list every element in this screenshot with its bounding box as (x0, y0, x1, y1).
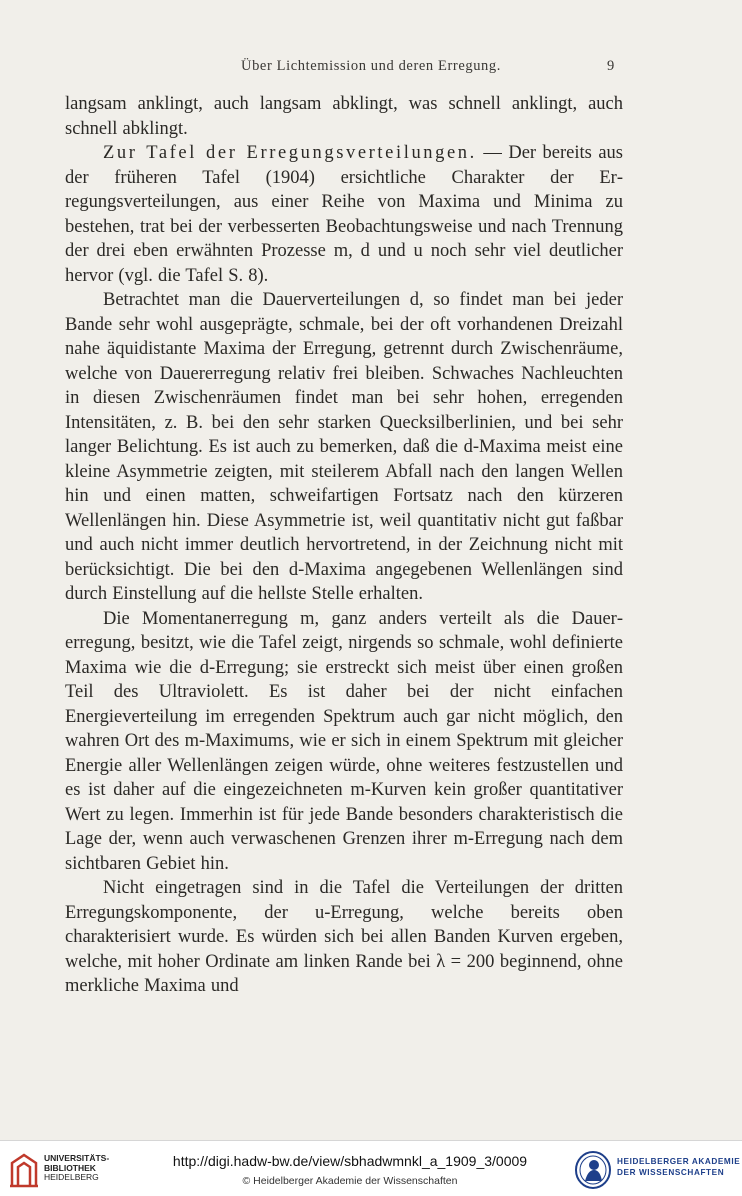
viewer-footer (0, 1140, 742, 1196)
copyright-notice: © Heidelberger Akademie der Wissenschaften (242, 1175, 458, 1187)
university-library-logo-icon (8, 1151, 40, 1189)
paragraph-2 (65, 141, 623, 288)
permalink-url[interactable]: http://digi.hadw-bw.de/view/sbhadwmnkl_a_1909_3/0009 (172, 1153, 528, 1169)
academy-line-1: HEIDELBERGER AKADEMIE (617, 1157, 741, 1166)
paragraph-5: Nicht eingetragen sind in die Tafel die Verteilungen der dritten Erregungskomponente, der u-Erregung, welche bereits oben charakterisiert wurde. Es würden sich bei allen Banden Kurven ergeben, welche, mit hoher Ordinate am linken Rande bei λ = 200 beginnend, ohne merkliche Maxima und (65, 878, 623, 996)
running-head (0, 58, 742, 78)
paragraph-4: Die Momentanerregung m, ganz anders verteilt als die Dauererregung, besitzt, wie die Tafel zeigt, nirgends so schmale, wohl definierte Maxima wie die d-Erregung; sie erstreckt sich meist über einen großen Teil des Ultraviolett. Es ist daher bei der nicht einfachen Energieverteilung im erregenden Spektrum auch gar nicht möglich, den wahren Ort des m-Maximums, wie er sich in einem Spektrum mit gleicher Energie aller Wellenlängen zeigen würde, ohne weiteres festzustellen und es ist daher auf die eingezeichneten m-Kurven kein großer quantitativer Wert zu legen. Immerhin ist für jede Bande besonders charakteristisch die Lage der, wenn auch verwaschenen Grenzen ihrer m-Erregung nach dem sichtbaren Gebiet hin. (65, 608, 623, 874)
academy-line-2: DER WISSENSCHAFTEN (617, 1168, 725, 1177)
body-text (65, 92, 623, 999)
running-title: Über Lichtemission und deren Erregung. (241, 58, 501, 74)
page-number: 9 (607, 58, 615, 74)
academy-seal-icon (574, 1150, 612, 1190)
paragraph-1: langsam anklingt, auch langsam abklingt, was schnell anklingt, auch schnell abklingt. (65, 94, 623, 139)
paragraph-3: Betrachtet man die Dauerverteilungen d, so findet man bei jeder Bande sehr wohl ausgeprägte, schmale, bei der oft vorhandenen Dreizahl nahe äquidistante Maxima der Erregung, getrennt durch Zwischenräume, welche von Dauererregung relativ frei bleiben. Schwaches Nachleuchten in diesen Zwischenräumen findet man bei sehr hohen, erregenden Intensitäten, z. B. bei den sehr starken Quecksilberlinien, und bei sehr langer Belichtung. Es ist auch zu bemerken, daß die d-Maxima meist eine kleine Asymmetrie zeigten, mit steilerem Abfall nach den langen Wellen hin und einen matten, schweifartigen Fortsatz nach den kürzeren Wellenlängen hin. Diese Asymmetrie ist, weil quantitativ nicht gut faßbar und auch nicht immer deutlich hervortretend, in der Zeichnung nicht mit berücksichtigt. Die bei den d-Maxima angegebenen Wellenlängen sind durch Einstellung auf die hellste Stelle erhalten. (65, 290, 623, 604)
university-library-name (44, 1154, 109, 1183)
library-line-1: UNIVERSITÄTS- (44, 1153, 110, 1163)
academy-name (617, 1156, 740, 1178)
library-line-3: HEIDELBERG (44, 1172, 99, 1182)
section-heading: Zur Tafel der Erregungsverteilungen. (103, 143, 477, 163)
library-line-2: BIBLIOTHEK (44, 1162, 96, 1173)
paragraph-2-text: — Der bereits aus der früheren Tafel (1904) ersichtliche Charakter der Erregungsverteilungen, aus einer Reihe von Maxima und Minima zu bestehen, trat bei der verbesserten Beobachtungsweise und nach Trennung der drei eben erwähnten Prozesse m, d und u noch sehr viel deutlicher hervor (vgl. die Tafel S. 8). (65, 143, 623, 286)
